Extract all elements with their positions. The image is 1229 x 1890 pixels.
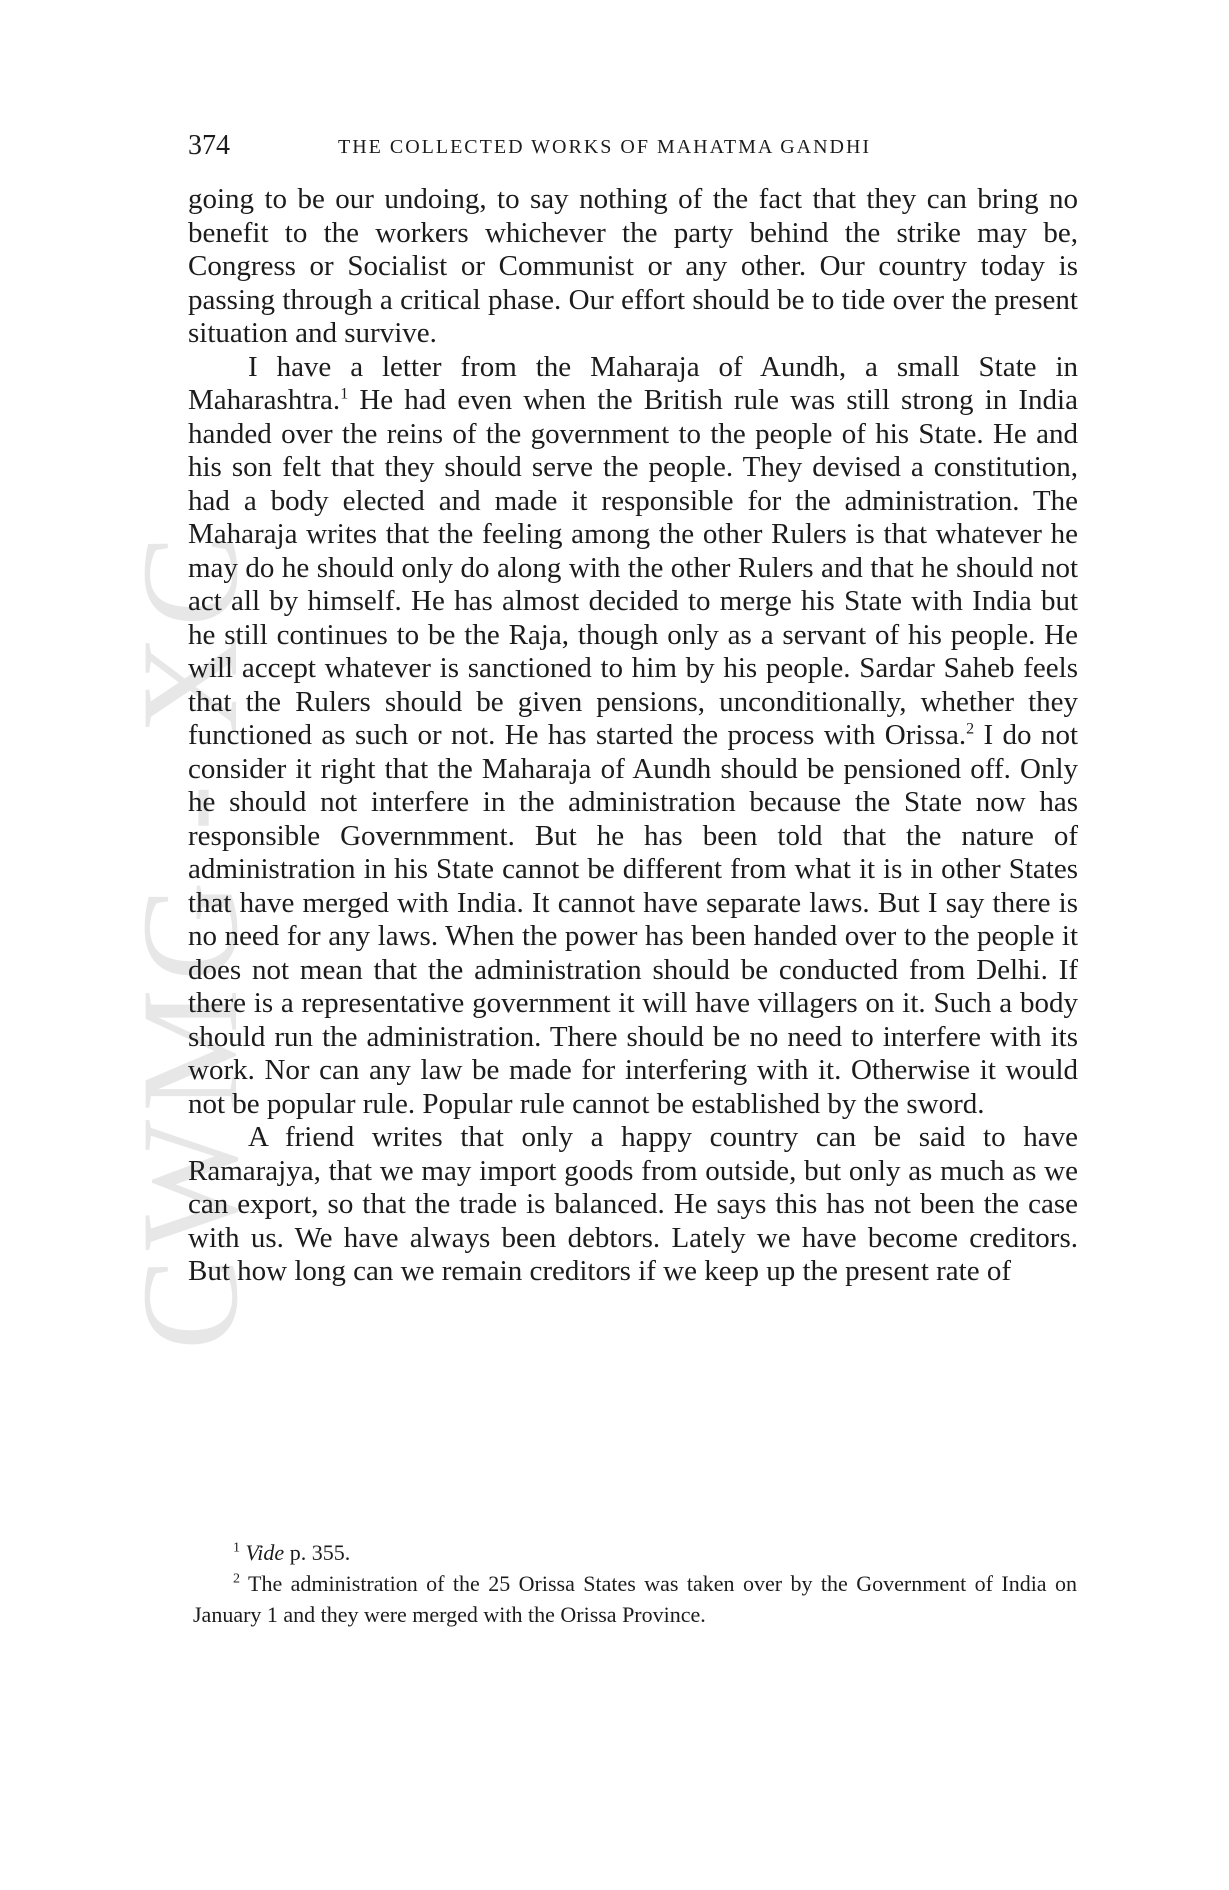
footnotes [193,1537,1077,1630]
watermark: CWMG - XC [113,526,266,1350]
paragraph-2-part-c: I do not consider it right that the Maharaja of Aundh should be pensioned off. Only he should not interfere in the administration because the State now has responsible Governmment. But he has been told that the nature of administration in his State cannot be different from what it is in other States that have merged with India. It cannot have separate laws. But I say there is no need for any laws. When the power has been handed over to the people it does not mean that the administration should be conducted from Delhi. If there is a representative government it will have villagers on it. Such a body should run the administration. There should be no need to interfere with its work. Nor can any law be made for interfering with it. Otherwise it would not be popular rule. Popular rule cannot be established by the sword. [188,719,1078,1120]
page-number: 374 [188,130,230,161]
footnote-1-text: p. 355. [284,1540,351,1565]
book-title: THE COLLECTED WORKS OF MAHATMA GANDHI [338,136,872,158]
running-head [188,130,1076,170]
paragraph-3: A friend writes that only a happy country can be said to have Ramarajya, that we may import goods from outside, but only as much as we can export, so that the trade is balanced. He says this has not been the case with us. We have always been debtors. Lately we have become creditors. But how long can we remain creditors if we keep up the present rate of [188,1121,1078,1287]
footnote-2-mark: 2 [233,1571,240,1587]
footnote-ref-2[interactable]: 2 [966,720,975,738]
paragraph-1: going to be our undoing, to say nothing of the fact that they can bring no benefit to the workers whichever the party behind the strike may be, Congress or Socialist or Communist or any other. Our country today is passing through a critical phase. Our effort should be to tide over the present situation and survive. [188,183,1078,349]
paragraph-2-part-b: He had even when the British rule was still strong in India handed over the reins of the government to the people of his State. He and his son felt that they should serve the people. They devised a constitution, had a body elected and made it responsible for the administration. The Maharaja writes that the feeling among the other Rulers is that whatever he may do he should only do along with the other Rulers and that he should not act all by himself. He has almost decided to merge his State with India but he still continues to be the Raja, though only as a servant of his people. He will accept whatever is sanctioned to him by his people. Sardar Saheb feels that the Rulers should be given pensions, unconditionally, whether they functioned as such or not. He has started the process with Orissa. [188,384,1078,751]
paragraph-2-part-a: I have a letter from the Maharaja of Aundh, a small State in Maharashtra. [188,350,1078,416]
paragraph-2 [188,351,1078,1122]
footnote-2-text: The administration of the 25 Orissa States was taken over by the Government of India on January 1 and they were merged with the Orissa Province. [193,1571,1077,1627]
footnote-1-italic: Vide [245,1540,285,1565]
footnote-ref-1[interactable]: 1 [340,385,349,403]
body-text [188,183,1078,1289]
footnote-2 [193,1568,1077,1630]
footnote-1 [193,1537,1077,1568]
footnote-1-mark: 1 [233,1540,240,1556]
